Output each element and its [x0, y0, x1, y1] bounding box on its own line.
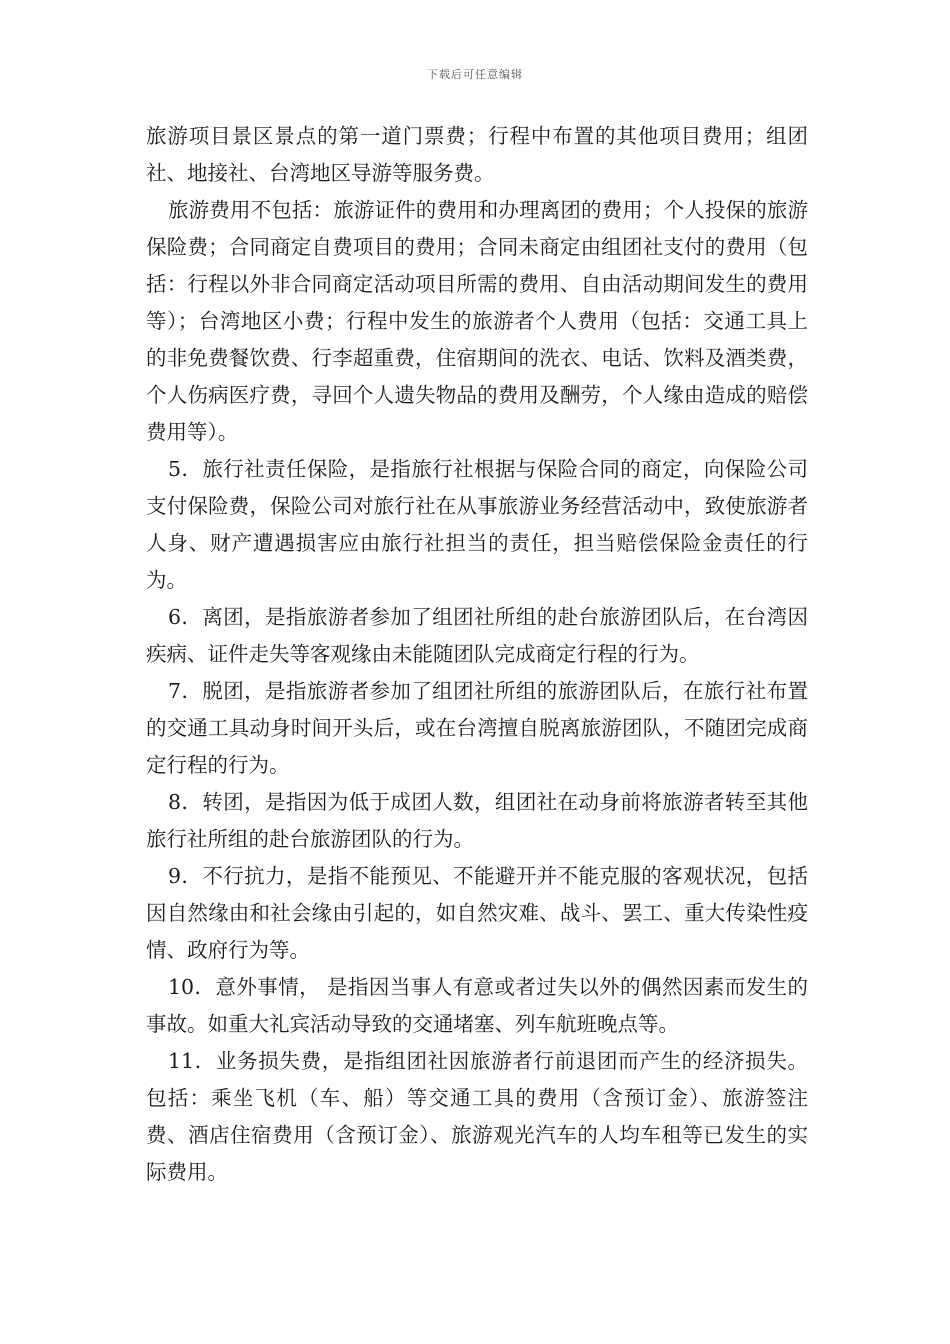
paragraph-item-8-group-transfer: 8．转团，是指因为低于成团人数，组团社在动身前将旅游者转至其他旅行社所组的赴台旅游团队的行为。 — [146, 790, 808, 851]
paragraph-item-11-business-loss: 11．业务损失费，是指组团社因旅游者行前退团而产生的经济损失。包括：乘坐飞机（车、船）等交通工具的费用（含预订金）、旅游签注费、酒店住宿费用（含预订金）、旅游观光汽车的人均车租等已发生的实际费用。 — [146, 1049, 808, 1184]
paragraph-item-7-detaching-group: 7．脱团，是指旅游者参加了组团社所组的旅游团队后，在旅行社布置的交通工具动身时间开头后，或在台湾擅自脱离旅游团队，不随团完成商定行程的行为。 — [146, 679, 808, 777]
page-header-note: 下载后可任意编辑 — [427, 68, 523, 81]
paragraph-fees-excluded: 旅游费用不包括：旅游证件的费用和办理离团的费用；个人投保的旅游保险费；合同商定自费项目的费用；合同未商定由组团社支付的费用（包括：行程以外非合同商定活动项目所需的费用、自由活动期间发生的费用等）；台湾地区小费；行程中发生的旅游者个人费用（包括：交通工具上的非免费餐饮费、行李超重费，住宿期间的洗衣、电话、饮料及酒类费，个人伤病医疗费，寻回个人遗失物品的费用及酬劳，个人缘由造成的赔偿费用等）。 — [146, 198, 808, 444]
paragraph-item-10-accident: 10．意外事情， 是指因当事人有意或者过失以外的偶然因素而发生的事故。如重大礼宾活动导致的交通堵塞、列车航班晚点等。 — [146, 975, 808, 1036]
paragraph-item-5-liability-insurance: 5．旅行社责任保险，是指旅行社根据与保险合同的商定，向保险公司支付保险费，保险公司对旅行社在从事旅游业务经营活动中，致使旅游者人身、财产遭遇损害应由旅行社担当的责任，担当赔偿保险金责任的行为。 — [146, 457, 808, 592]
paragraph-item-6-leaving-group: 6．离团，是指旅游者参加了组团社所组的赴台旅游团队后，在台湾因疾病、证件走失等客观缘由未能随团队完成商定行程的行为。 — [146, 605, 808, 666]
paragraph-fees-included-continued: 旅游项目景区景点的第一道门票费；行程中布置的其他项目费用；组团社、地接社、台湾地区导游等服务费。 — [146, 124, 808, 185]
paragraph-item-9-force-majeure: 9．不行抗力，是指不能预见、不能避开并不能克服的客观状况，包括因自然缘由和社会缘由引起的，如自然灾难、战斗、罢工、重大传染性疫情、政府行为等。 — [146, 864, 808, 962]
document-body — [146, 118, 808, 1191]
